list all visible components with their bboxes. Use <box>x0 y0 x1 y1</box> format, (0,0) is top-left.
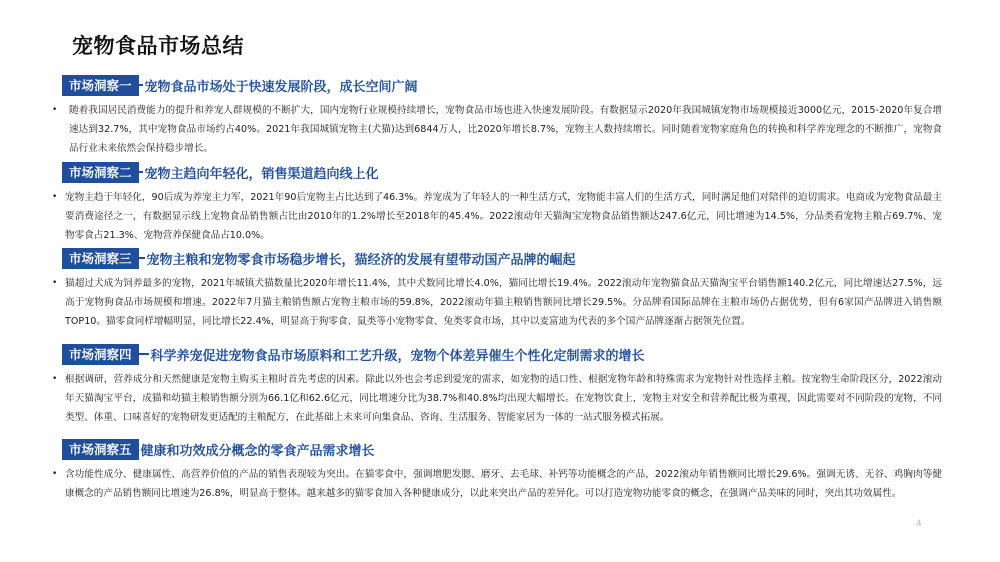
insight-paragraph: 根据调研，营养成分和天然健康是宠物主购买主粮时首先考虑的因素。除此以外也会考虑到爱宠的需求，如宠物的适口性、根据宠物年龄和特殊需求为宠物针对性选择主粮。按宠物生命阶段区分，2022滚动年天猫淘宝平台，成猫和幼猫主粮销售额分别为66.1亿和62.6亿元，同比增速分比为38.7%和40.8%均出现大幅增长。在宠物饮食上，宠物主对安全和营养配比极为重视，因此需要对不同阶段的宠物，不同类型、体重、口味喜好的宠物研发更适配的主粮配方，在此基础上未来可向集食品、咨询、生活服务、智能家居为一体的一站式服务模式拓展。 <box>65 374 942 423</box>
tag-connector-line <box>139 257 145 259</box>
insight-body <box>52 188 942 245</box>
insight-heading: 宠物主趋向年轻化，销售渠道趋向线上化 <box>144 166 379 182</box>
insight-section-4 <box>52 343 942 427</box>
insight-tag: 市场洞察四 <box>62 344 139 365</box>
tag-connector-line <box>139 353 149 355</box>
insight-section-1 <box>52 74 942 158</box>
insight-tag: 市场洞察一 <box>62 75 139 96</box>
bullet-icon: • <box>52 278 58 288</box>
insight-header <box>62 74 942 96</box>
insight-section-3 <box>52 247 942 331</box>
bullet-icon: • <box>52 374 58 384</box>
insight-paragraph: 含功能性成分、健康属性、高营养价值的产品的销售表现较为突出。在猫零食中，强调增肥发腮、磨牙、去毛球、补钙等功能概念的产品，2022滚动年销售额同比增长29.6%。强调无诱、无谷、鸡胸肉等健康概念的产品销售额同比增速为26.8%，明显高于整体。越来越多的猫零食加入各种健康成分，以此来突出产品的差异化。可以打造宠物功能零食的概念，在强调产品美味的同时，突出其功效属性。 <box>65 469 942 499</box>
bullet-icon: • <box>52 192 58 202</box>
insight-body <box>52 274 942 331</box>
insight-paragraph: 随着我国居民消费能力的提升和养宠人群规模的不断扩大，国内宠物行业规模持续增长，宠物食品市场也进入快速发展阶段。有数据显示2020年我国城镇宠物市场规模接近3000亿元，2015-2020年复合增速达到32.7%，其中宠物食品市场约占40%。2021年我国城镇宠物主(犬猫)达到6844万人，比2020年增长8.7%，宠物主人数持续增长。同时随着宠物家庭角色的转换和科学养宠理念的不断推广，宠物食品行业未来依然会保持稳步增长。 <box>69 105 942 154</box>
insight-header <box>62 438 942 460</box>
insight-paragraph: 宠物主趋于年轻化，90后成为养宠主力军，2021年90后宠物主占比达到了46.3%。养宠成为了年轻人的一种生活方式，宠物能丰富人们的生活方式，同时满足他们对陪伴的迫切需求。电商成为宠物食品最主要消费途径之一，有数据显示线上宠物食品销售额占比由2010年的1.2%增长至2018年的45.4%。2022滚动年天猫淘宝宠物食品销售额达247.6亿元，同比增速为14.5%，分品类看宠物主粮占69.7%、宠物零食占21.3%、宠物营养保健食品占10.0%。 <box>65 192 942 241</box>
bullet-icon: • <box>52 469 58 479</box>
insight-heading: 健康和功效成分概念的零食产品需求增长 <box>140 443 375 459</box>
insight-header <box>62 247 942 269</box>
insight-header <box>62 161 942 183</box>
insight-tag: 市场洞察五 <box>62 439 139 460</box>
insight-body <box>52 101 942 158</box>
page-number: 4 <box>916 519 922 529</box>
tag-connector-line <box>139 171 143 173</box>
page-title: 宠物食品市场总结 <box>72 34 244 58</box>
insight-heading: 科学养宠促进宠物食品市场原料和工艺升级，宠物个体差异催生个性化定制需求的增长 <box>150 348 645 364</box>
bullet-icon: • <box>52 105 58 115</box>
insight-tag: 市场洞察二 <box>62 162 139 183</box>
insight-body <box>52 465 942 503</box>
insight-tag: 市场洞察三 <box>62 248 139 269</box>
insight-body <box>52 370 942 427</box>
insight-heading: 宠物主粮和宠物零食市场稳步增长，猫经济的发展有望带动国产品牌的崛起 <box>146 252 576 268</box>
insight-paragraph: 猫超过犬成为饲养最多的宠物，2021年城镇犬猫数量比2020年增长11.4%，其中犬数同比增长4.0%，猫同比增长19.4%。2022滚动年宠物猫食品天猫淘宝平台销售额140.2亿元，同比增速达27.5%，远高于宠物狗食品市场规模和增速。2022年7月猫主粮销售额占宠物主粮市场的59.8%，2022滚动年猫主粮销售额同比增长29.5%。分品牌看国际品牌在主粮市场仍占据优势，但有6家国产品牌进入销售额TOP10。猫零食同样增幅明显，同比增长22.4%，明显高于狗零食、鼠类等小宠物零食、兔类零食市场，其中以麦富迪为代表的多个国产品牌逐渐占据领先位置。 <box>65 278 942 327</box>
insight-section-5 <box>52 438 942 503</box>
insight-heading: 宠物食品市场处于快速发展阶段，成长空间广阔 <box>144 79 418 95</box>
insight-header <box>62 343 942 365</box>
tag-connector-line <box>139 84 143 86</box>
insight-section-2 <box>52 161 942 245</box>
